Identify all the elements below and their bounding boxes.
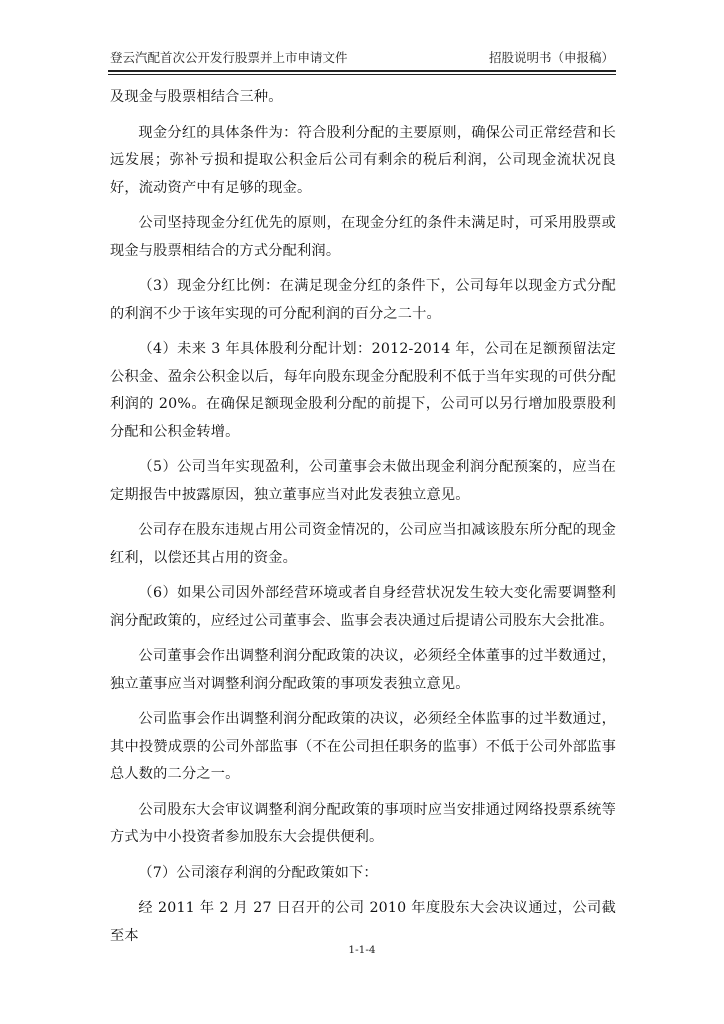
- page-number: 1-1-4: [348, 944, 376, 956]
- paragraph-shareholder-meeting: 公司股东大会审议调整利润分配政策的事项时应当安排通过网络投票系统等方式为中小投资者参加股东大会提供便利。: [110, 801, 616, 845]
- paragraph-item-5: （5）公司当年实现盈利，公司董事会未做出现金利润分配预案的，应当在定期报告中披露原因，独立董事应当对此发表独立意见。: [110, 459, 616, 503]
- paragraph-item-3: （3）现金分红比例：在满足现金分红的条件下，公司每年以现金方式分配的利润不少于该年实现的可分配利润的百分之二十。: [110, 278, 616, 322]
- body-text: [110, 84, 616, 958]
- paragraph-supervisory-resolution: 公司监事会作出调整利润分配政策的决议，必须经全体监事的过半数通过，其中投赞成票的公司外部监事（不在公司担任职务的监事）不低于公司外部监事总人数的二分之一。: [110, 711, 616, 782]
- page-header: [108, 48, 616, 68]
- paragraph-fund-occupation: 公司存在股东违规占用公司资金情况的，公司应当扣减该股东所分配的现金红利，以偿还其占用的资金。: [110, 522, 616, 566]
- paragraph-continuation: 及现金与股票相结合三种。: [110, 89, 283, 105]
- paragraph-cash-dividend-conditions: 现金分红的具体条件为：符合股利分配的主要原则，确保公司正常经营和长远发展；弥补亏损和提取公积金后公司有剩余的税后利润，公司现金流状况良好，流动资产中有足够的现金。: [110, 124, 616, 196]
- header-document-title: 登云汽配首次公开发行股票并上市申请文件: [110, 50, 348, 65]
- paragraph-board-resolution: 公司董事会作出调整利润分配政策的决议，必须经全体董事的过半数通过，独立董事应当对调整利润分配政策的事项发表独立意见。: [110, 648, 616, 692]
- paragraph-item-6: （6）如果公司因外部经营环境或者自身经营状况发生较大变化需要调整利润分配政策的，应经过公司董事会、监事会表决通过后提请公司股东大会批准。: [110, 585, 616, 629]
- paragraph-item-7: （7）公司滚存利润的分配政策如下：: [138, 864, 378, 881]
- paragraph-cash-dividend-priority: 公司坚持现金分红优先的原则，在现金分红的条件未满足时，可采用股票或现金与股票相结合的方式分配利润。: [110, 215, 616, 259]
- header-rule-thick: [108, 70, 616, 72]
- header-document-type: 招股说明书（申报稿）: [488, 50, 614, 65]
- header-rule-thin: [108, 74, 616, 75]
- paragraph-item-4: （4）未来 3 年具体股利分配计划：2012-2014 年，公司在足额预留法定公积金、盈余公积金以后，每年向股东现金分配股利不低于当年实现的可供分配利润的 20%。在确保足额现金股利分配的前提下，公司可以另行增加股票股利分配和公积金转增。: [110, 341, 616, 440]
- paragraph-retained-profit: 经 2011 年 2 月 27 日召开的公司 2010 年度股东大会决议通过，公司截至本: [110, 900, 616, 944]
